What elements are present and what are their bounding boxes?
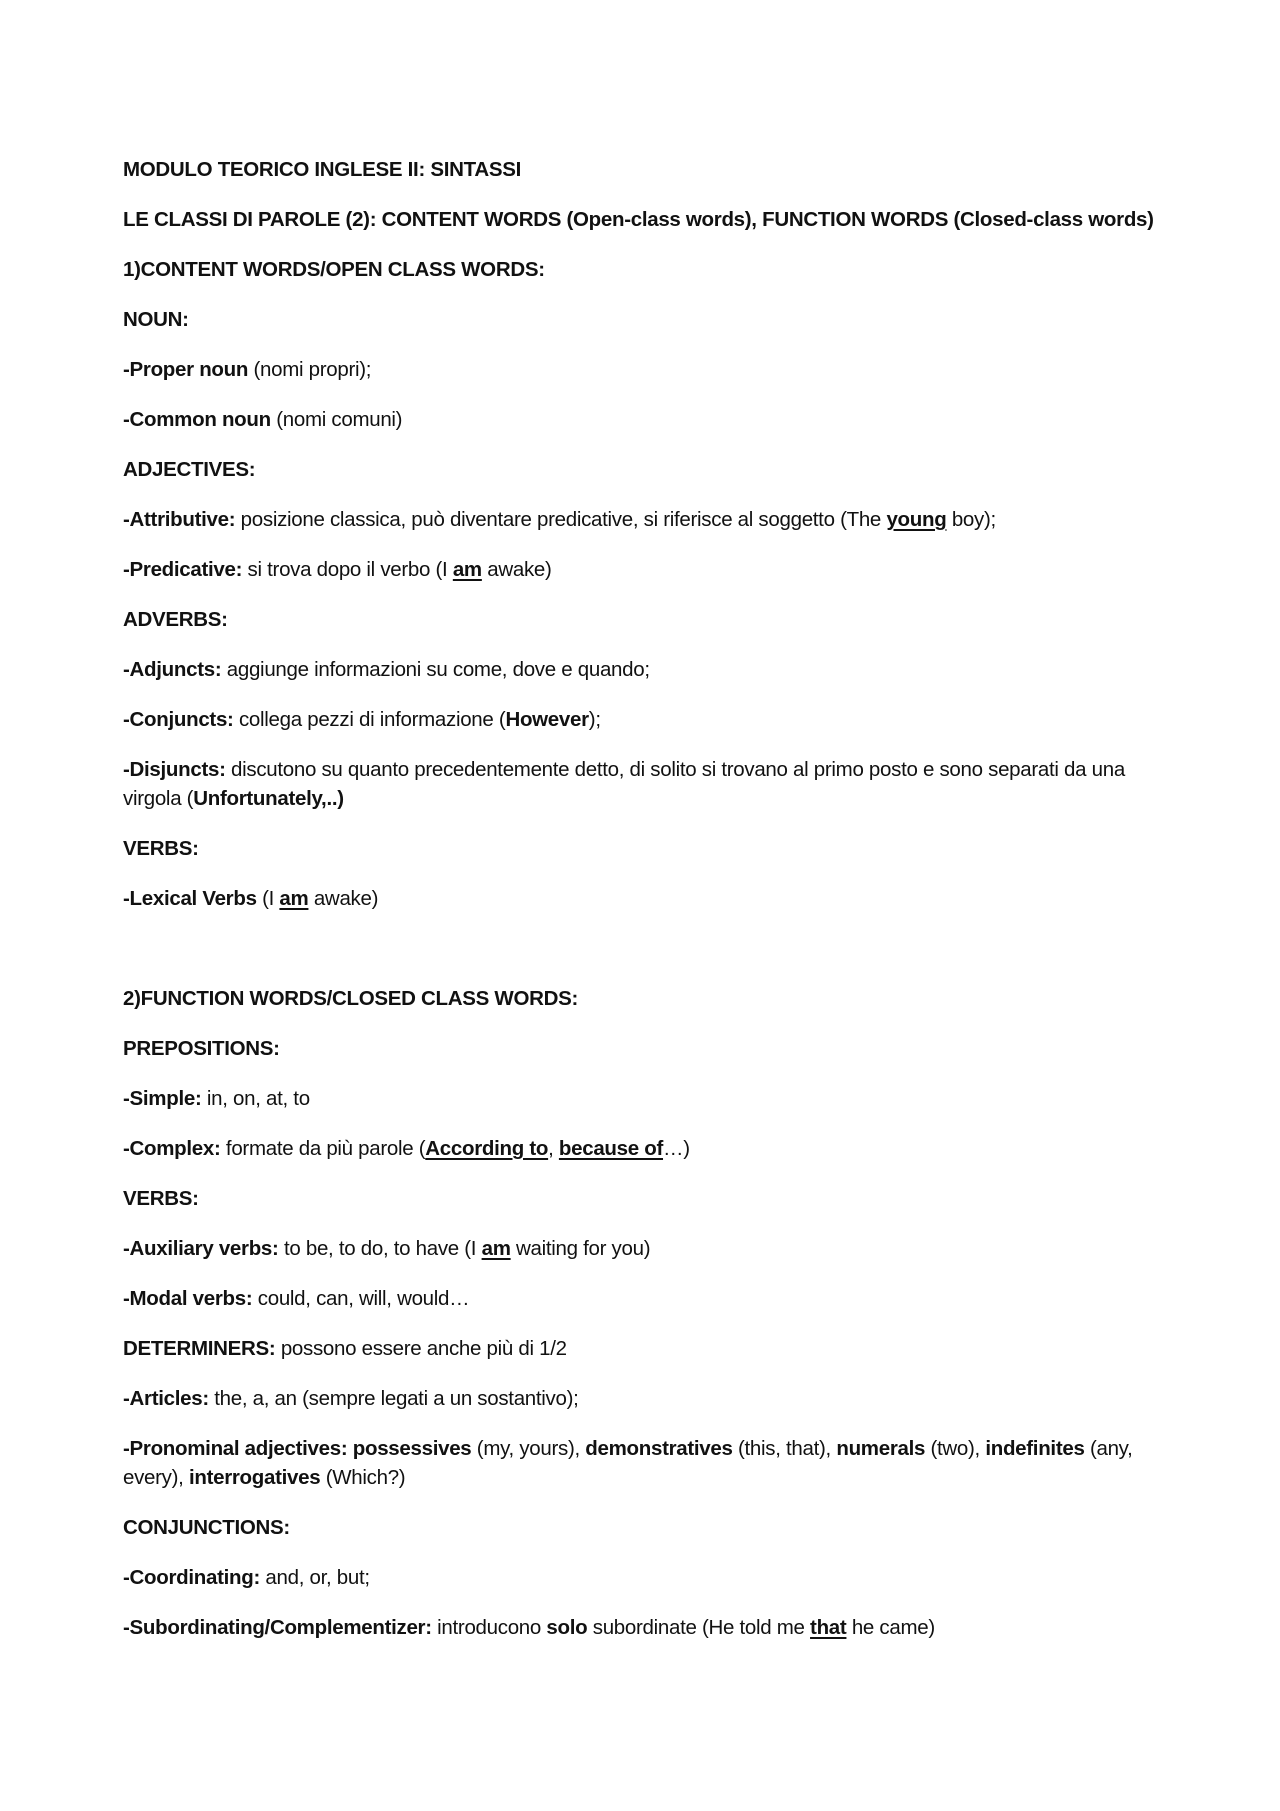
text-run: formate da più parole (: [220, 1137, 426, 1160]
text-run: subordinate (He told me: [587, 1616, 811, 1639]
text-run: PREPOSITIONS:: [123, 1037, 280, 1060]
paragraph-determiners: [123, 1334, 1163, 1363]
paragraph-common-noun: [123, 405, 1163, 434]
text-run: numerals: [836, 1437, 926, 1460]
text-run: in, on, at, to: [201, 1087, 310, 1110]
paragraph-noun-heading: [123, 305, 1163, 334]
paragraph-modal-verbs: [123, 1284, 1163, 1313]
paragraph-adjuncts: [123, 655, 1163, 684]
text-run: si trova dopo il verbo (I: [242, 558, 453, 581]
text-run: According to: [425, 1137, 549, 1160]
text-run: he came): [846, 1616, 935, 1639]
text-run: -Predicative:: [123, 558, 243, 581]
paragraph-conjuncts: [123, 705, 1163, 734]
paragraph-adjectives-heading: [123, 455, 1163, 484]
text-run: to be, to do, to have (I: [278, 1237, 482, 1260]
paragraph-coordinating: [123, 1563, 1163, 1592]
text-run: -Lexical Verbs: [123, 887, 257, 910]
text-run: boy);: [946, 508, 996, 531]
paragraph-simple: [123, 1084, 1163, 1113]
text-run: …): [663, 1137, 690, 1160]
text-run: However: [505, 708, 589, 731]
paragraph-proper-noun: [123, 355, 1163, 384]
text-run: MODULO TEORICO INGLESE II: SINTASSI: [123, 158, 521, 181]
text-run: NOUN:: [123, 308, 189, 331]
text-run: LE CLASSI DI PAROLE (2): CONTENT WORDS (Open-class words), FUNCTION WORDS (Closed-class words): [123, 208, 1154, 231]
paragraph-verbs-heading-1: [123, 834, 1163, 863]
text-run: am: [481, 1237, 511, 1260]
paragraph-subtitle: [123, 205, 1163, 234]
text-run: VERBS:: [123, 837, 199, 860]
text-run: ADVERBS:: [123, 608, 228, 631]
text-run: (nomi propri);: [248, 358, 372, 381]
text-run: posizione classica, può diventare predicative, si riferisce al soggetto (The: [235, 508, 887, 531]
text-run: (I: [256, 887, 280, 910]
text-run: -Conjuncts:: [123, 708, 234, 731]
text-run: CONJUNCTIONS:: [123, 1516, 290, 1539]
text-run: -Pronominal adjectives: possessives: [123, 1437, 472, 1460]
text-run: awake): [481, 558, 552, 581]
text-run: because of: [558, 1137, 664, 1160]
paragraph-auxiliary-verbs: [123, 1234, 1163, 1263]
text-run: aggiunge informazioni su come, dove e quando;: [221, 658, 650, 681]
text-run: -Simple:: [123, 1087, 202, 1110]
text-run: 1)CONTENT WORDS/OPEN CLASS WORDS:: [123, 258, 545, 281]
text-run: discutono su quanto precedentemente detto, di solito si trovano al primo posto e sono separati da una virgola (: [123, 758, 1125, 810]
text-run: (any, every),: [123, 1437, 1133, 1489]
text-run: (my, yours),: [471, 1437, 586, 1460]
paragraph-complex: [123, 1134, 1163, 1163]
text-run: (Which?): [320, 1466, 406, 1489]
text-run: collega pezzi di informazione (: [233, 708, 506, 731]
text-run: demonstratives: [585, 1437, 733, 1460]
text-run: -Modal verbs:: [123, 1287, 253, 1310]
text-run: -Subordinating/Complementizer:: [123, 1616, 432, 1639]
paragraph-pronominal-adjectives: [123, 1434, 1163, 1492]
text-run: (two),: [925, 1437, 986, 1460]
text-run: ADJECTIVES:: [123, 458, 256, 481]
text-run: young: [886, 508, 947, 531]
text-run: -Articles:: [123, 1387, 209, 1410]
document-body: [123, 155, 1163, 1663]
text-run: -Auxiliary verbs:: [123, 1237, 279, 1260]
text-run: that: [810, 1616, 847, 1639]
text-run: am: [452, 558, 482, 581]
paragraph-articles: [123, 1384, 1163, 1413]
text-run: the, a, an (sempre legati a un sostantivo);: [208, 1387, 579, 1410]
text-run: DETERMINERS:: [123, 1337, 276, 1360]
text-run: -Disjuncts:: [123, 758, 226, 781]
text-run: -Attributive:: [123, 508, 236, 531]
text-run: );: [588, 708, 601, 731]
paragraph-section-2: [123, 984, 1163, 1013]
text-run: and, or, but;: [260, 1566, 370, 1589]
text-run: -Adjuncts:: [123, 658, 222, 681]
text-run: VERBS:: [123, 1187, 199, 1210]
paragraph-conjunctions-heading: [123, 1513, 1163, 1542]
text-run: 2)FUNCTION WORDS/CLOSED CLASS WORDS:: [123, 987, 578, 1010]
text-run: -Common noun: [123, 408, 271, 431]
text-run: am: [279, 887, 309, 910]
text-run: ,: [548, 1137, 559, 1160]
text-run: solo: [546, 1616, 588, 1639]
paragraph-blank: [123, 934, 1163, 963]
text-run: introducono: [431, 1616, 547, 1639]
paragraph-subordinating: [123, 1613, 1163, 1642]
text-run: -Coordinating:: [123, 1566, 260, 1589]
paragraph-disjuncts: [123, 755, 1163, 813]
paragraph-prepositions-heading: [123, 1034, 1163, 1063]
text-run: Unfortunately,..): [193, 787, 344, 810]
text-run: -Complex:: [123, 1137, 221, 1160]
paragraph-predicative: [123, 555, 1163, 584]
text-run: (nomi comuni): [270, 408, 403, 431]
text-run: could, can, will, would…: [252, 1287, 470, 1310]
text-run: (this, that),: [732, 1437, 837, 1460]
text-run: -Proper noun: [123, 358, 249, 381]
paragraph-title: [123, 155, 1163, 184]
text-run: possono essere anche più di 1/2: [275, 1337, 567, 1360]
text-run: awake): [308, 887, 379, 910]
paragraph-adverbs-heading: [123, 605, 1163, 634]
text-run: indefinites: [985, 1437, 1085, 1460]
text-run: waiting for you): [510, 1237, 651, 1260]
text-run: interrogatives: [188, 1466, 321, 1489]
paragraph-section-1: [123, 255, 1163, 284]
paragraph-verbs-heading-2: [123, 1184, 1163, 1213]
paragraph-lexical-verbs: [123, 884, 1163, 913]
paragraph-attributive: [123, 505, 1163, 534]
